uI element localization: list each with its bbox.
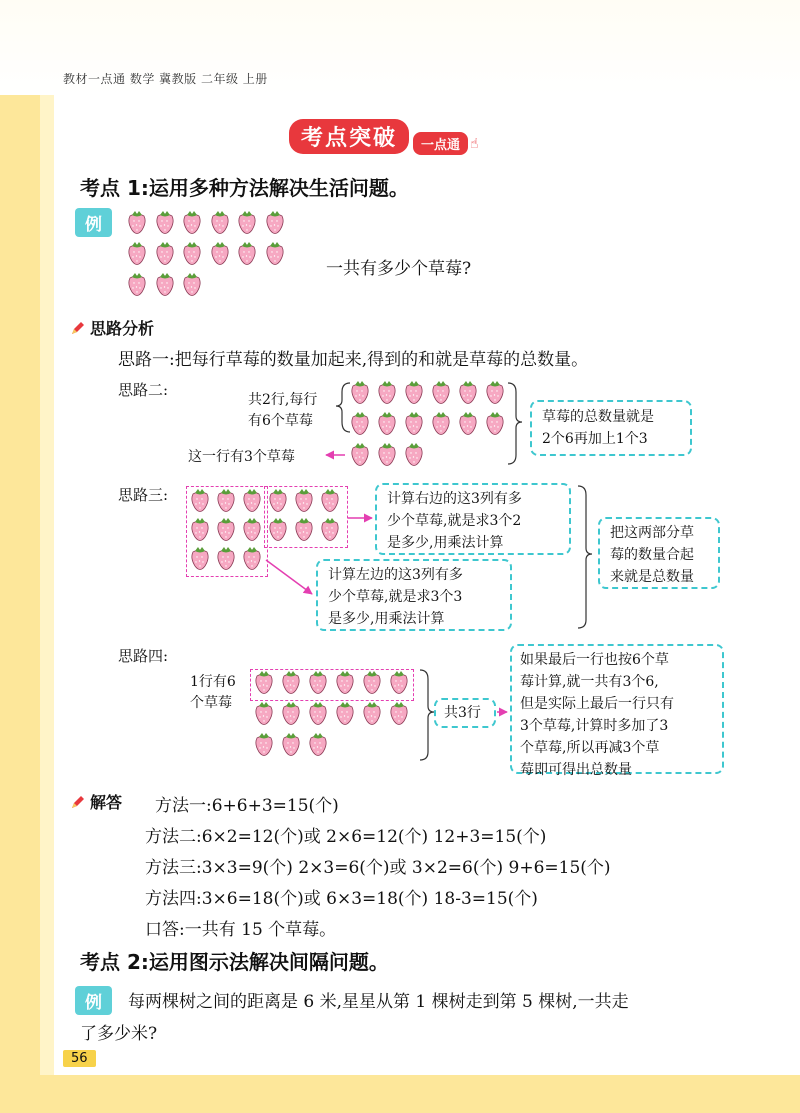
idea3-left-arrow <box>266 560 312 594</box>
example2-badge: 例 <box>75 986 112 1015</box>
idea3-right-line2: 少个草莓,就是求3个2 <box>387 513 522 529</box>
kp2-title: 考点 2:运用图示法解决间隔问题。 <box>80 950 389 974</box>
answer-final: 口答:一共有 15 个草莓。 <box>145 920 337 940</box>
idea4-note-line1: 1行有6 <box>190 674 236 690</box>
idea4-box-line6: 莓即可得出总数量 <box>520 762 632 778</box>
hand-icon: ☝ <box>470 135 479 152</box>
example1-question: 一共有多少个草莓? <box>326 259 472 279</box>
idea4-box-line5: 个草莓,所以再减3个草 <box>520 740 660 756</box>
idea4-box-line2: 莓计算,就一共有3个6, <box>520 674 659 690</box>
idea2-box-line2: 2个6再加上1个3 <box>542 431 648 447</box>
kp1-title: 考点 1:运用多种方法解决生活问题。 <box>80 176 409 200</box>
idea4-note-line2: 个草莓 <box>190 695 232 711</box>
idea3-left-line3: 是多少,用乘法计算 <box>328 611 445 627</box>
idea4-box-line3: 但是实际上最后一行只有 <box>520 696 674 712</box>
idea2-left-brace <box>336 383 350 432</box>
answer-method2: 方法二:6×2=12(个)或 2×6=12(个) 12+3=15(个) <box>145 827 547 847</box>
idea4-box-line1: 如果最后一行也按6个草 <box>520 652 669 668</box>
idea3-sum-line2: 莓的数量合起 <box>610 547 694 563</box>
idea4-box-line4: 3个草莓,计算时多加了3 <box>520 718 669 734</box>
answer-method4: 方法四:3×6=18(个)或 6×3=18(个) 18-3=15(个) <box>145 889 538 909</box>
answer-heading <box>70 790 122 813</box>
banner-title: 考点突破 <box>289 119 409 154</box>
banner-subtitle: 一点通 <box>413 132 468 155</box>
idea3-label: 思路三: <box>118 486 169 504</box>
idea2-box-line1: 草莓的总数量就是 <box>542 409 654 425</box>
answer-method1: 方法一:6+6+3=15(个) <box>155 796 339 816</box>
idea3-right-line1: 计算右边的这3列有多 <box>387 491 522 507</box>
answer-method3: 方法三:3×3=9(个) 2×3=6(个)或 3×2=6(个) 9+6=15(个) <box>145 858 611 878</box>
idea3-sum-brace <box>578 486 592 628</box>
idea2-row3-note: 这一行有3个草莓 <box>188 449 295 465</box>
example1-badge: 例 <box>75 208 112 237</box>
idea1-text: 思路一:把每行草莓的数量加起来,得到的和就是草莓的总数量。 <box>118 350 589 370</box>
idea4-label: 思路四: <box>118 647 169 665</box>
idea4-total: 共3行 <box>444 705 481 721</box>
analysis-heading-label: 思路分析 <box>90 319 155 338</box>
idea3-sum-line3: 来就是总数量 <box>610 569 694 585</box>
answer-heading-label: 解答 <box>90 793 123 812</box>
idea2-note-line1: 共2行,每行 <box>248 392 318 408</box>
idea3-left-line2: 少个草莓,就是求3个3 <box>328 589 463 605</box>
pencil-icon <box>70 794 86 810</box>
book-header: 教材一点通 数学 冀教版 二年级 上册 <box>63 72 268 86</box>
idea2-note-line2: 有6个草莓 <box>248 413 313 429</box>
example2-line2: 了多少米? <box>80 1024 158 1044</box>
idea3-sum-line1: 把这两部分草 <box>610 525 694 541</box>
example2-line1: 每两棵树之间的距离是 6 米,星星从第 1 棵树走到第 5 棵树,一共走 <box>128 992 629 1012</box>
idea2-label: 思路二: <box>118 381 169 399</box>
idea3-right-line3: 是多少,用乘法计算 <box>387 535 504 551</box>
idea2-right-brace <box>508 383 522 464</box>
idea4-brace <box>420 670 434 760</box>
idea3-left-line1: 计算左边的这3列有多 <box>328 567 463 583</box>
page-number: 56 <box>63 1050 96 1067</box>
